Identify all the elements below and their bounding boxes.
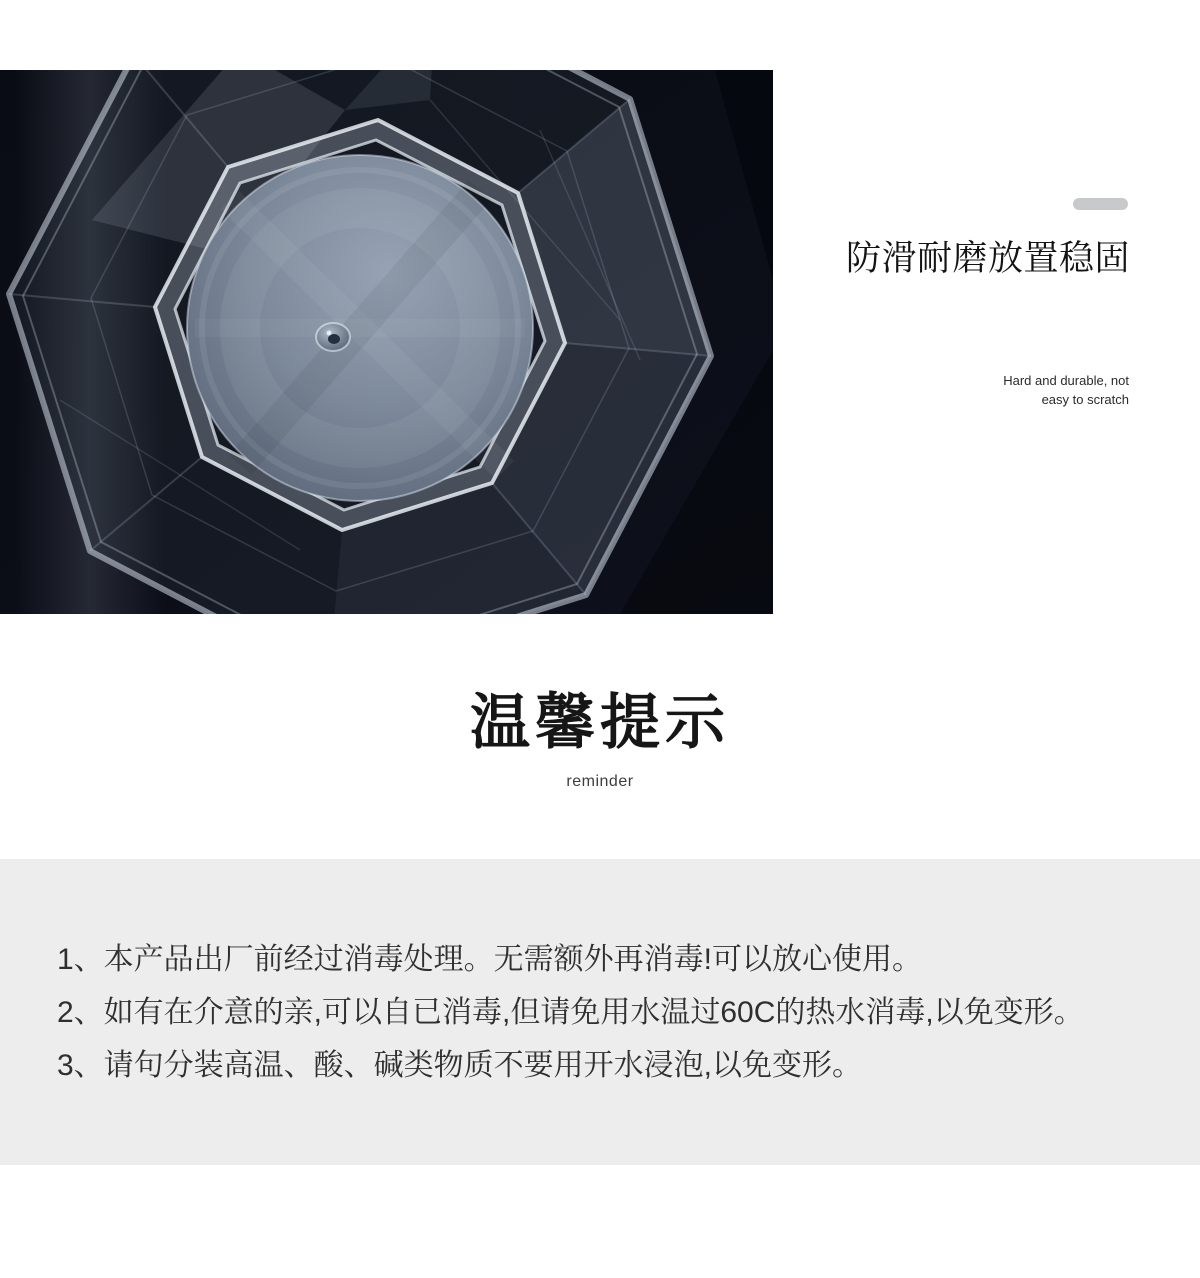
divider-pill xyxy=(1073,198,1128,210)
notes-panel xyxy=(0,859,1200,1165)
note-line-1: 1、本产品出厂前经过消毒处理。无需额外再消毒!可以放心使用。 xyxy=(57,943,923,976)
product-photo xyxy=(0,70,773,614)
cup-bottom-photo-illustration xyxy=(0,70,773,614)
reminder-subtitle: reminder xyxy=(566,773,634,790)
note-line-2: 2、如有在介意的亲,可以自已消毒,但请免用水温过60C的热水消毒,以免变形。 xyxy=(57,996,1084,1029)
note-line-3: 3、请句分装高温、酸、碱类物质不要用开水浸泡,以免变形。 xyxy=(57,1049,863,1082)
reminder-title: 温馨提示 xyxy=(470,689,730,756)
feature-subtitle-line2: easy to scratch xyxy=(1041,392,1129,407)
feature-subtitle-line1: Hard and durable, not xyxy=(1003,373,1129,388)
feature-title: 防滑耐磨放置稳固 xyxy=(845,239,1130,278)
feature-subtitle xyxy=(1003,371,1129,409)
